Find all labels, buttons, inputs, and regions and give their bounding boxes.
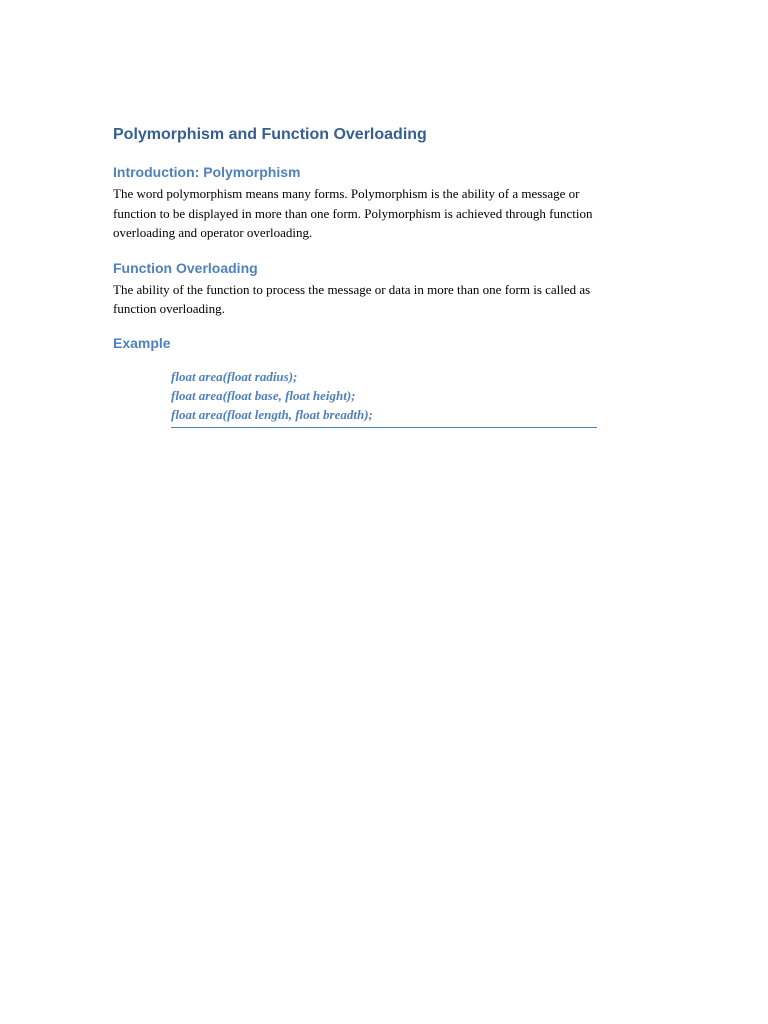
paragraph-line: function to be displayed in more than one form. Polymorphism is achieved through function [113,205,593,221]
paragraph-line: overloading and operator overloading. [113,225,313,240]
paragraph-line: The word polymorphism means many forms. Polymorphism is the ability of a message or [113,186,580,201]
section-heading-introduction: Introduction: Polymorphism [113,164,301,180]
example-code-block [171,367,597,428]
document-page [113,124,658,428]
paragraph-line: function overloading. [113,301,225,316]
code-line: float area(float base, float height); [171,387,356,403]
paragraph-line: The ability of the function to process the message or data in more than one form is called as [113,281,591,297]
function-overloading-paragraph [113,280,658,319]
section-heading-function-overloading: Function Overloading [113,259,258,276]
section-heading-example: Example [113,334,171,351]
document-title: Polymorphism and Function Overloading [113,126,427,143]
introduction-paragraph [113,184,658,243]
code-line: float area(float radius); [171,368,298,384]
code-line: float area(float length, float breadth); [171,406,373,422]
